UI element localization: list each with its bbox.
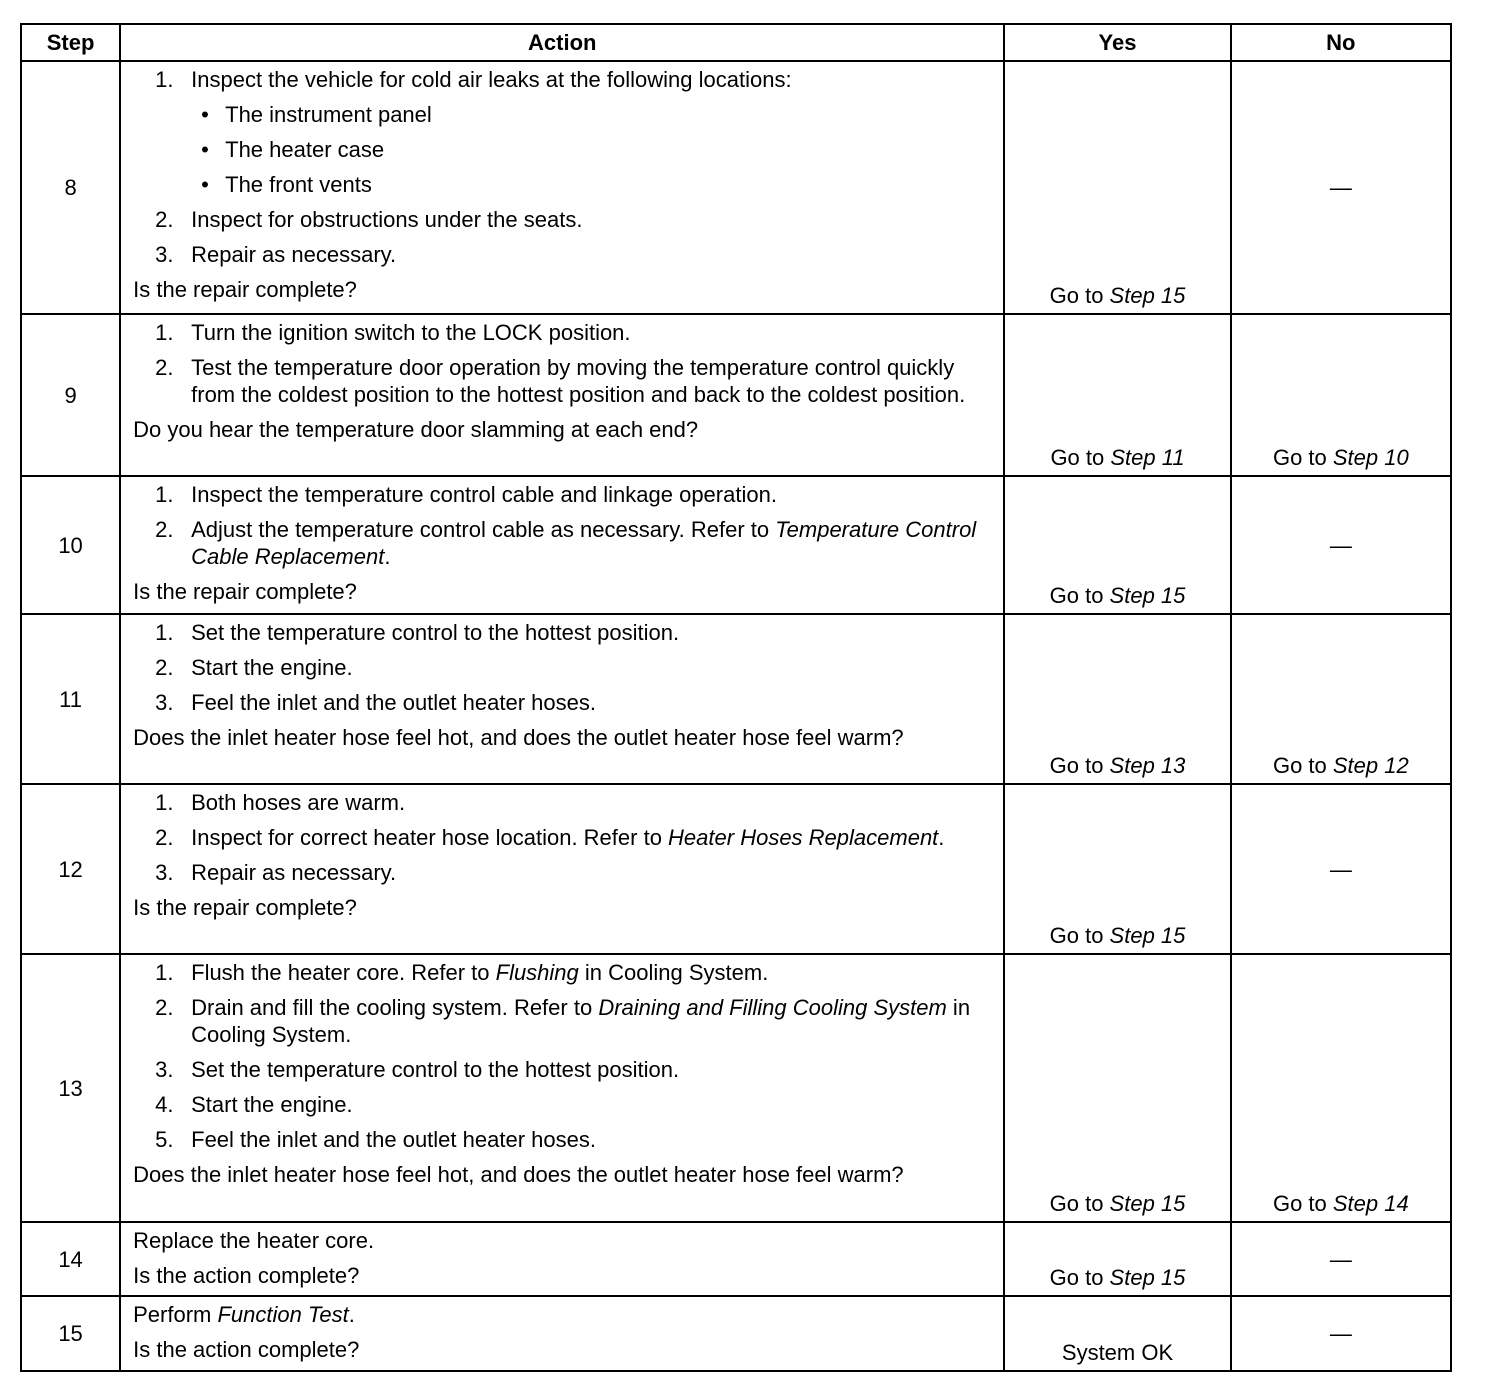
reference-link-text: Temperature Control Cable Replacement [191, 517, 977, 569]
item-text: Flush the heater core. Refer to [191, 960, 496, 985]
item-text: Perform [133, 1302, 218, 1327]
item-text: Inspect for correct heater hose location. Refer to [191, 825, 669, 850]
list-item [133, 516, 989, 570]
item-text-after: . [384, 544, 391, 569]
item-text-after: in Cooling System. [578, 960, 769, 985]
item-number: 1. [155, 320, 174, 345]
list-item [133, 66, 989, 93]
item-text: Test the temperature door operation by moving the temperature control quickly from the coldest position to the hottest position and back to the coldest position. [191, 355, 966, 407]
item-text: Start the engine. [191, 1092, 353, 1117]
not-applicable-dash: — [1329, 856, 1352, 882]
item-text-after: . [938, 825, 945, 850]
step-number: 10 [21, 476, 120, 614]
not-applicable-dash: — [1329, 1321, 1352, 1346]
action-cell [120, 61, 1004, 314]
item-number: 1. [155, 67, 174, 92]
item-number: 4. [155, 1092, 174, 1117]
list-item [133, 689, 989, 716]
reference-link-text: Flushing [495, 960, 579, 985]
item-number: 3. [155, 690, 174, 715]
goto-step-ref: Step 13 [1109, 753, 1186, 778]
list-item [133, 859, 989, 886]
goto-step-ref: Step 14 [1332, 1191, 1409, 1216]
item-number: 2. [155, 655, 174, 680]
step-number: 13 [21, 954, 120, 1222]
header-action: Action [120, 24, 1004, 61]
reference-link-text: Function Test [217, 1302, 349, 1327]
step-number: 14 [21, 1222, 120, 1296]
item-number: 1. [155, 620, 174, 645]
table-row [21, 954, 1451, 1222]
no-result [1231, 784, 1451, 954]
header-row [21, 24, 1451, 61]
diagnostic-table [20, 23, 1452, 1372]
goto-prefix: Go to [1049, 1265, 1110, 1290]
item-number: 2. [155, 207, 174, 232]
goto-step-ref: Step 15 [1109, 283, 1186, 308]
item-text: Repair as necessary. [191, 860, 397, 885]
goto-step-ref: Step 12 [1332, 753, 1409, 778]
no-result [1231, 61, 1451, 314]
no-result [1231, 1296, 1451, 1371]
item-text: Repair as necessary. [191, 242, 397, 267]
bullet-item [133, 101, 989, 128]
action-cell [120, 614, 1004, 784]
item-text: Set the temperature control to the hottest position. [191, 620, 680, 645]
item-text: The heater case [225, 137, 385, 162]
action-cell [120, 1296, 1004, 1371]
step-number: 15 [21, 1296, 120, 1371]
item-text: Replace the heater core. [133, 1228, 375, 1253]
action-cell [120, 314, 1004, 476]
goto-prefix: Go to [1049, 923, 1110, 948]
list-item [133, 959, 989, 986]
no-result [1231, 476, 1451, 614]
item-text: Adjust the temperature control cable as necessary. Refer to [191, 517, 776, 542]
yes-result [1004, 614, 1230, 784]
action-cell [120, 1222, 1004, 1296]
list-item [133, 1126, 989, 1153]
table-row [21, 1222, 1451, 1296]
item-text: Inspect the vehicle for cold air leaks at the following locations: [191, 67, 792, 92]
list-item [133, 619, 989, 646]
list-item [133, 354, 989, 408]
action-cell [120, 954, 1004, 1222]
question-text: Is the repair complete? [133, 579, 357, 604]
step-number: 9 [21, 314, 120, 476]
yes-result [1004, 61, 1230, 314]
goto-step-ref: Step 11 [1110, 445, 1185, 470]
list-item [133, 1091, 989, 1118]
question-text: Does the inlet heater hose feel hot, and does the outlet heater hose feel warm? [133, 725, 904, 750]
step-number: 11 [21, 614, 120, 784]
list-item [133, 824, 989, 851]
goto-step-ref: Step 10 [1332, 445, 1409, 470]
goto-step-ref: Step 15 [1109, 1265, 1186, 1290]
no-result [1231, 614, 1451, 784]
yes-result [1004, 1296, 1230, 1371]
item-number: 2. [155, 355, 174, 380]
goto-step-ref: Step 15 [1109, 583, 1186, 608]
item-text: Drain and fill the cooling system. Refer to [191, 995, 599, 1020]
question-text: Do you hear the temperature door slamming at each end? [133, 417, 699, 442]
yes-result [1004, 954, 1230, 1222]
item-number: 3. [155, 860, 174, 885]
action-text [133, 1227, 989, 1254]
item-text: Start the engine. [191, 655, 353, 680]
item-number: 1. [155, 790, 174, 815]
reference-link-text: Heater Hoses Replacement [668, 825, 939, 850]
question-text: Is the action complete? [133, 1337, 360, 1362]
item-text: Both hoses are warm. [191, 790, 406, 815]
table-row [21, 614, 1451, 784]
action-cell [120, 476, 1004, 614]
table-row [21, 61, 1451, 314]
item-text: Feel the inlet and the outlet heater hoses. [191, 1127, 596, 1152]
item-number: 2. [155, 517, 174, 542]
item-number: 3. [155, 1057, 174, 1082]
yes-result [1004, 314, 1230, 476]
action-cell [120, 784, 1004, 954]
goto-step-ref: Step 15 [1109, 923, 1186, 948]
goto-prefix: Go to [1272, 753, 1333, 778]
not-applicable-dash: — [1329, 1246, 1352, 1272]
list-item [133, 654, 989, 681]
bullet-item [133, 136, 989, 163]
table-row [21, 1296, 1451, 1371]
yes-result [1004, 784, 1230, 954]
item-text-after: . [348, 1302, 355, 1327]
bullet-icon: • [201, 172, 209, 197]
goto-prefix: Go to [1049, 1191, 1110, 1216]
goto-prefix: Go to [1272, 1191, 1333, 1216]
yes-result [1004, 476, 1230, 614]
goto-prefix: Go to [1049, 753, 1110, 778]
question-text: Is the repair complete? [133, 277, 357, 302]
goto-step-ref: Step 15 [1109, 1191, 1186, 1216]
item-text: Inspect the temperature control cable and linkage operation. [191, 482, 777, 507]
action-text [133, 1301, 989, 1328]
list-item [133, 241, 989, 268]
item-text: Feel the inlet and the outlet heater hoses. [191, 690, 596, 715]
not-applicable-dash: — [1329, 532, 1352, 558]
table-row [21, 314, 1451, 476]
step-number: 12 [21, 784, 120, 954]
table-row [21, 476, 1451, 614]
not-applicable-dash: — [1329, 175, 1352, 200]
item-text: Set the temperature control to the hottest position. [191, 1057, 680, 1082]
goto-prefix: Go to [1272, 445, 1333, 470]
item-text: Turn the ignition switch to the LOCK position. [191, 320, 631, 345]
item-text: The instrument panel [225, 102, 432, 127]
list-item [133, 481, 989, 508]
no-result [1231, 954, 1451, 1222]
item-number: 1. [155, 960, 174, 985]
table-row [21, 784, 1451, 954]
goto-prefix: Go to [1050, 445, 1111, 470]
goto-prefix: Go to [1049, 583, 1110, 608]
question-text: Does the inlet heater hose feel hot, and does the outlet heater hose feel warm? [133, 1162, 904, 1187]
bullet-item [133, 171, 989, 198]
list-item [133, 994, 989, 1048]
header-no: No [1231, 24, 1451, 61]
bullet-icon: • [201, 137, 209, 162]
goto-prefix: Go to [1049, 283, 1110, 308]
item-text: The front vents [225, 172, 372, 197]
item-number: 1. [155, 482, 174, 507]
question-text: Is the repair complete? [133, 895, 357, 920]
no-result [1231, 1222, 1451, 1296]
list-item [133, 1056, 989, 1083]
no-result [1231, 314, 1451, 476]
header-yes: Yes [1004, 24, 1230, 61]
item-number: 2. [155, 995, 174, 1020]
item-text: Inspect for obstructions under the seats. [191, 207, 583, 232]
header-step: Step [21, 24, 120, 61]
list-item [133, 319, 989, 346]
reference-link-text: Draining and Filling Cooling System [598, 995, 947, 1020]
step-number: 8 [21, 61, 120, 314]
item-text-after: in Cooling System. [191, 995, 971, 1047]
yes-result [1004, 1222, 1230, 1296]
list-item [133, 206, 989, 233]
item-number: 2. [155, 825, 174, 850]
question-text: Is the action complete? [133, 1263, 360, 1288]
bullet-icon: • [201, 102, 209, 127]
result-text: System OK [1061, 1340, 1174, 1365]
list-item [133, 789, 989, 816]
item-number: 3. [155, 242, 174, 267]
item-number: 5. [155, 1127, 174, 1152]
